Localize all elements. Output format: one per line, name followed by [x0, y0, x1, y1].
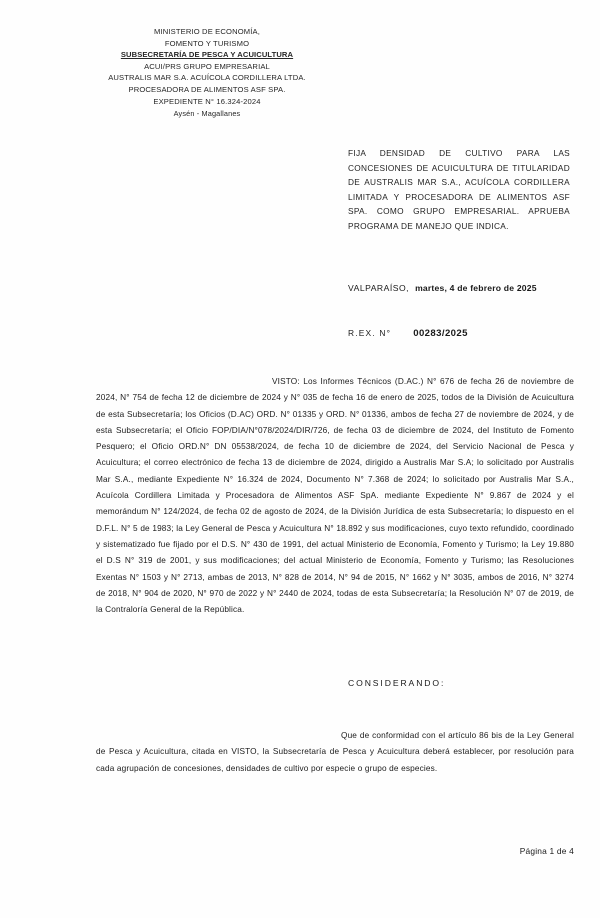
page-footer: Página 1 de 4 [519, 846, 574, 856]
considerando-body-text: de la Ley General de Pesca y Acuicultura, citada en VISTO, la Subsecretaría de Pesca y Acuicultura deberá establecer, por resolución para cada agrupación de concesiones, densidades de cultivo por especie o grupo de especies. [96, 731, 574, 773]
considerando-heading: CONSIDERANDO: [348, 678, 446, 688]
letterhead-block [62, 26, 352, 120]
resolution-number: 00283/2025 [413, 328, 468, 339]
resolution-label: R.EX. N° [348, 328, 392, 338]
letterhead-region: Aysén - Magallanes [173, 109, 241, 119]
place-date-line [348, 283, 578, 293]
letterhead-ministry-line2: FOMENTO Y TURISMO [164, 38, 250, 48]
considerando-lead-text: Que de conformidad con el artículo 86 bis [341, 731, 503, 740]
considerando-paragraph [96, 728, 574, 777]
letterhead-acui-prs: ACUI/PRS GRUPO EMPRESARIAL [144, 61, 270, 71]
vistos-body-text: de fecha 26 de noviembre de 2024, N° 754 de fecha 12 de diciembre de 2024 y N° 035 de fecha 16 de enero de 2025, todos de la División de Acuicultura de esta Subsecretaría; los Oficios (D.AC) ORD. N° 01335 y ORD. N° 01336, ambos de fecha 27 de noviembre de 2024, y de esta Subsecretaría; el Oficio FOP/DIA/N°078/2024/DIR/726, de fecha 03 de diciembre de 2024, del Instituto de Fomento Pesquero; el Oficio ORD.N° DN 05538/2024, de fecha 10 de diciembre de 2024, del Servicio Nacional de Pesca y Acuicultura; el correo electrónico de fecha 13 de diciembre de 2024, dirigido a Australis Mar S.A; lo solicitado por Australis Mar S.A., mediante Expediente N° 16.324 de 2024, Documento N° 7.368 de 2024; lo solicitado por Australis Mar S.A., Acuícola Cordillera Limitada y Procesadora de Alimentos ASF SpA. mediante Expediente N° 9.867 de 2024 y el memorándum N° 124/2024, de fecha 02 de agosto de 2024, de la División Jurídica de esta Subsecretaría; lo dispuesto en el D.F.L. N° 5 de 1983; la Ley General de Pesca y Acuicultura N° 18.892 y sus modificaciones, cuyo texto refundido, coordinado y sistematizado fue fijado por el D.S. N° 430 de 1991, del actual Ministerio de Economía, Fomento y Turismo; la Ley 19.880 el D.S N° 319 de 2001, y sus modificaciones; del actual Ministerio de Economía, Fomento y Turismo; las Resoluciones Exentas N° 1503 y N° 2713, ambas de 2013, N° 828 de 2014, N° 94 de 2015, N° 1662 y N° 3035, ambos de 2016, N° 3274 de 2018, N° 904 de 2020, N° 970 de 2022 y N° 2440 de 2024, todas de esta Subsecretaría; la Resolución N° 07 de 2019, de la Contraloría General de la República. [96, 377, 574, 615]
letterhead-subsecretaria: SUBSECRETARÍA DE PESCA Y ACUICULTURA [120, 50, 294, 60]
subject-block: FIJA DENSIDAD DE CULTIVO PARA LAS CONCESIONES DE ACUICULTURA DE TITULARIDAD DE AUSTRALIS MAR S.A., ACUÍCOLA CORDILLERA LIMITADA Y PROCESADORA DE ALIMENTOS ASF SPA. COMO GRUPO EMPRESARIAL. APRUEBA PROGRAMA DE MANEJO QUE INDICA. [348, 148, 570, 231]
date-label: martes, 4 de febrero de 2025 [415, 283, 537, 293]
vistos-paragraph [96, 374, 574, 618]
letterhead-ministry-line1: MINISTERIO DE ECONOMÍA, [154, 27, 260, 36]
letterhead-processor: PROCESADORA DE ALIMENTOS ASF SPA. [128, 84, 286, 94]
letterhead-expediente: EXPEDIENTE N° 16.324-2024 [153, 96, 261, 106]
place-label: VALPARAÍSO, [348, 283, 410, 293]
resolution-number-line [348, 328, 578, 339]
vistos-lead-text: VISTO: Los Informes Técnicos (D.AC.) N° 676 [272, 377, 455, 386]
letterhead-companies: AUSTRALIS MAR S.A. ACUÍCOLA CORDILLERA LTDA. [108, 73, 306, 83]
